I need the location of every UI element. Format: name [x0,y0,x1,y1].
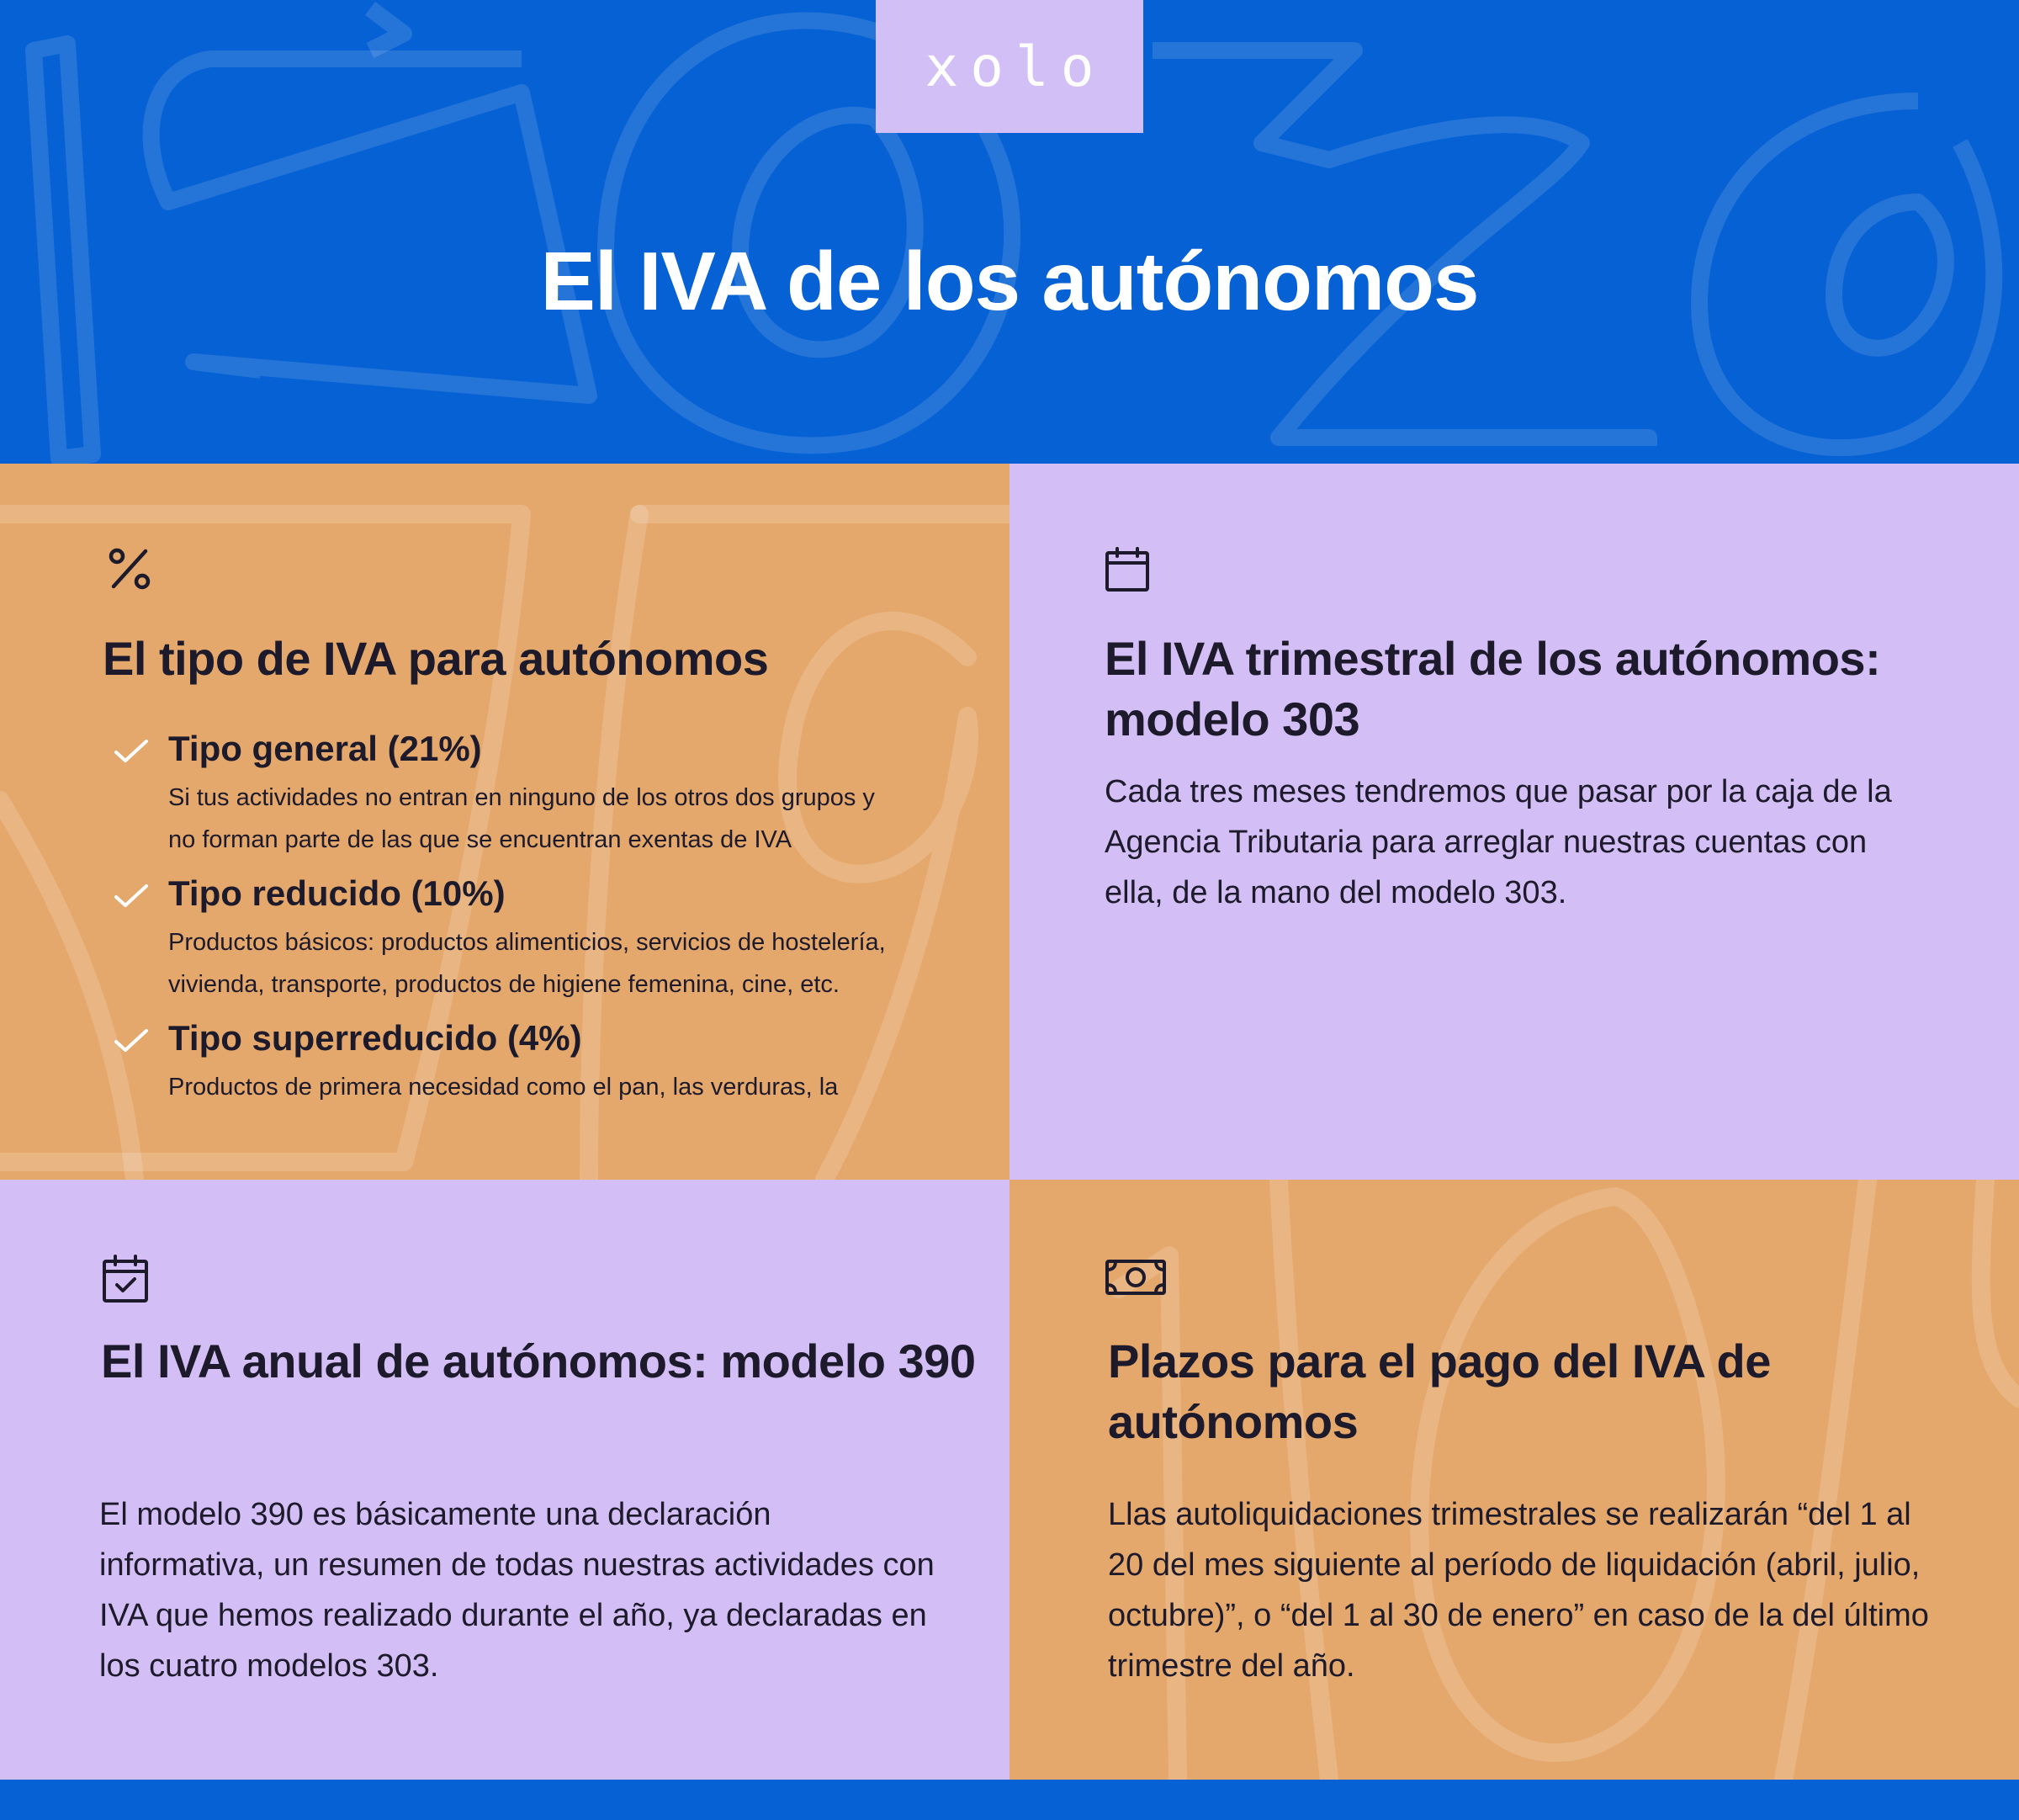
footer-bar [0,1780,2019,1820]
header [0,0,2019,464]
section-title: El IVA anual de autónomos: modelo 390 [101,1334,976,1388]
list-item [109,1016,900,1108]
panel-iva-trimestral [1010,464,2019,1180]
calendar-check-icon [101,1254,150,1304]
check-icon [113,1027,150,1054]
calendar-icon [1104,546,1151,593]
list-item-title: Tipo general (21%) [168,729,482,768]
iva-types-list [109,726,900,1118]
list-item [109,871,900,1006]
check-icon [113,883,150,910]
section-body: El modelo 390 es básicamente una declaración informativa, un resumen de todas nuestras actividades con IVA que hemos realizado durante el año, ya declaradas en los cuatro modelos 303. [99,1497,935,1684]
list-item-title: Tipo reducido (10%) [168,873,506,913]
panel-plazos [1010,1180,2019,1780]
logo-box[interactable] [876,0,1143,133]
section-title: El tipo de IVA para autónomos [103,632,769,685]
section-body: Cada tres meses tendremos que pasar por la caja de la Agencia Tributaria para arreglar nuestras cuentas con ella, de la mano del modelo 303. [1105,774,1892,910]
check-icon [113,738,150,765]
percent-icon [107,546,152,592]
panel-iva-anual [0,1180,1010,1780]
section-title: Plazos para el pago del IVA de autónomos [1108,1334,1771,1448]
panel-tipo-iva [0,464,1010,1180]
list-item-description: Productos básicos: productos alimenticios, servicios de hostelería, vivienda, transporte, productos de higiene femenina, cine, etc. [168,929,886,998]
banknote-icon [1105,1259,1167,1296]
logo: xolo [925,34,1106,99]
page-title: El IVA de los autónomos [540,235,1479,327]
list-item [109,726,900,861]
list-item-description: Productos de primera necesidad como el pan, las verduras, la [168,1074,839,1101]
list-item-title: Tipo superreducido (4%) [168,1018,582,1058]
section-title: El IVA trimestral de los autónomos: modelo 303 [1105,632,1881,746]
list-item-description: Si tus actividades no entran en ninguno de los otros dos grupos y no forman parte de las que se encuentran exentas de IVA [168,784,875,853]
section-body: Llas autoliquidaciones trimestrales se realizarán “del 1 al 20 del mes siguiente al período de liquidación (abril, julio, octubre)”, o “del 1 al 30 de enero” en caso de la del último trimestre del año. [1108,1497,1929,1684]
